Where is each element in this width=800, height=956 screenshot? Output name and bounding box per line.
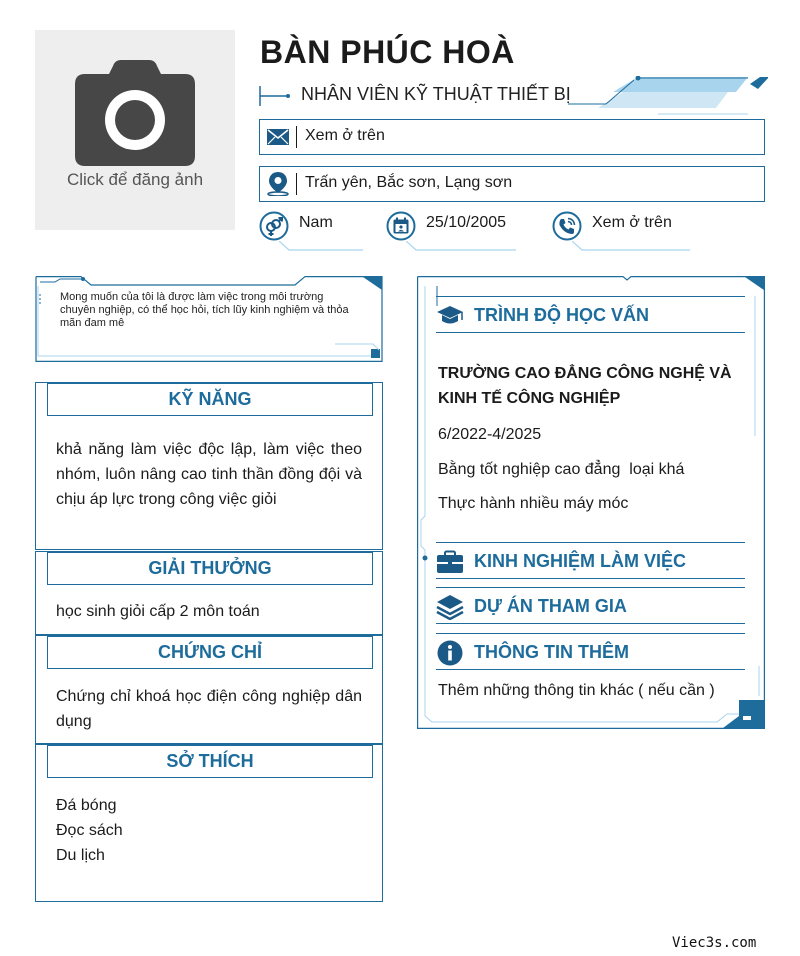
certificates-section: [35, 635, 383, 744]
phone-value: Xem ở trên: [592, 214, 672, 231]
location-pin-icon: [260, 167, 296, 201]
gender-value: Nam: [299, 214, 333, 231]
info-icon: [436, 640, 464, 666]
projects-heading: DỰ ÁN THAM GIA: [474, 596, 627, 616]
objective-text: Mong muốn của tôi là được làm việc trong môi trường chuyên nghiệp, có thể học hỏi, tích lũy kinh nghiệm và thỏa mãn đam mê: [60, 291, 349, 329]
certificates-heading: CHỨNG CHỈ: [47, 636, 373, 669]
address-value: Trấn yên, Bắc sơn, Lạng sơn: [305, 174, 513, 191]
email-value: Xem ở trên: [305, 127, 385, 144]
extra-info-header: [436, 633, 745, 670]
hobbies-section: [35, 744, 383, 902]
education-heading: TRÌNH ĐỘ HỌC VẤN: [474, 305, 649, 325]
camera-icon: [75, 58, 195, 166]
education-degree: Bằng tốt nghiệp cao đẳng loại khá: [438, 461, 685, 478]
certificates-text: Chứng chỉ khoá học điện công nghiệp dân dụng: [56, 688, 362, 730]
experience-header: [436, 542, 745, 579]
gender-item: [259, 211, 363, 251]
extra-info-text: Thêm những thông tin khác ( nếu cần ): [438, 682, 715, 699]
gender-icon: [259, 211, 289, 241]
calendar-icon: [386, 211, 416, 241]
candidate-name: BÀN PHÚC HOÀ: [260, 34, 515, 70]
hobbies-heading: SỞ THÍCH: [47, 745, 373, 778]
hobbies-list: [56, 793, 362, 868]
phone-icon: [552, 211, 582, 241]
email-row[interactable]: [259, 119, 765, 155]
extra-info-heading: THÔNG TIN THÊM: [474, 642, 629, 662]
briefcase-icon: [436, 549, 464, 575]
awards-section: [35, 551, 383, 635]
education-note: Thực hành nhiều máy móc: [438, 495, 629, 512]
school-name: TRƯỜNG CAO ĐẲNG CÔNG NGHỆ VÀ KINH TẾ CÔNG NGHIỆP: [438, 365, 732, 407]
photo-caption: Click để đăng ảnh: [66, 170, 204, 189]
awards-heading: GIẢI THƯỞNG: [47, 552, 373, 585]
job-title: NHÂN VIÊN KỸ THUẬT THIẾT BỊ: [301, 84, 571, 104]
awards-text: học sinh giỏi cấp 2 môn toán: [56, 603, 260, 620]
layers-icon: [436, 594, 464, 620]
phone-item: [552, 211, 690, 251]
skills-section: [35, 382, 383, 550]
mail-icon: [260, 120, 296, 154]
list-item: Du lịch: [56, 847, 105, 864]
list-item: Đá bóng: [56, 797, 117, 814]
list-item: Đọc sách: [56, 822, 123, 839]
skills-text: khả năng làm việc độc lập, làm việc theo nhóm, luôn nâng cao tinh thần đồng đội và chịu áp lực trong công việc giỏi: [56, 441, 362, 508]
education-period: 6/2022-4/2025: [438, 426, 542, 443]
projects-header: [436, 587, 745, 624]
graduation-cap-icon: [436, 303, 464, 329]
skills-heading: KỸ NĂNG: [47, 383, 373, 416]
education-header: [436, 296, 745, 333]
avatar-placeholder[interactable]: [35, 30, 235, 230]
birthday-item: [386, 211, 516, 251]
brand-watermark: Viec3s.com: [672, 935, 757, 951]
address-row[interactable]: [259, 166, 765, 202]
birthday-value: 25/10/2005: [426, 214, 507, 231]
career-objective: [35, 276, 383, 362]
experience-heading: KINH NGHIỆM LÀM VIỆC: [474, 551, 687, 571]
